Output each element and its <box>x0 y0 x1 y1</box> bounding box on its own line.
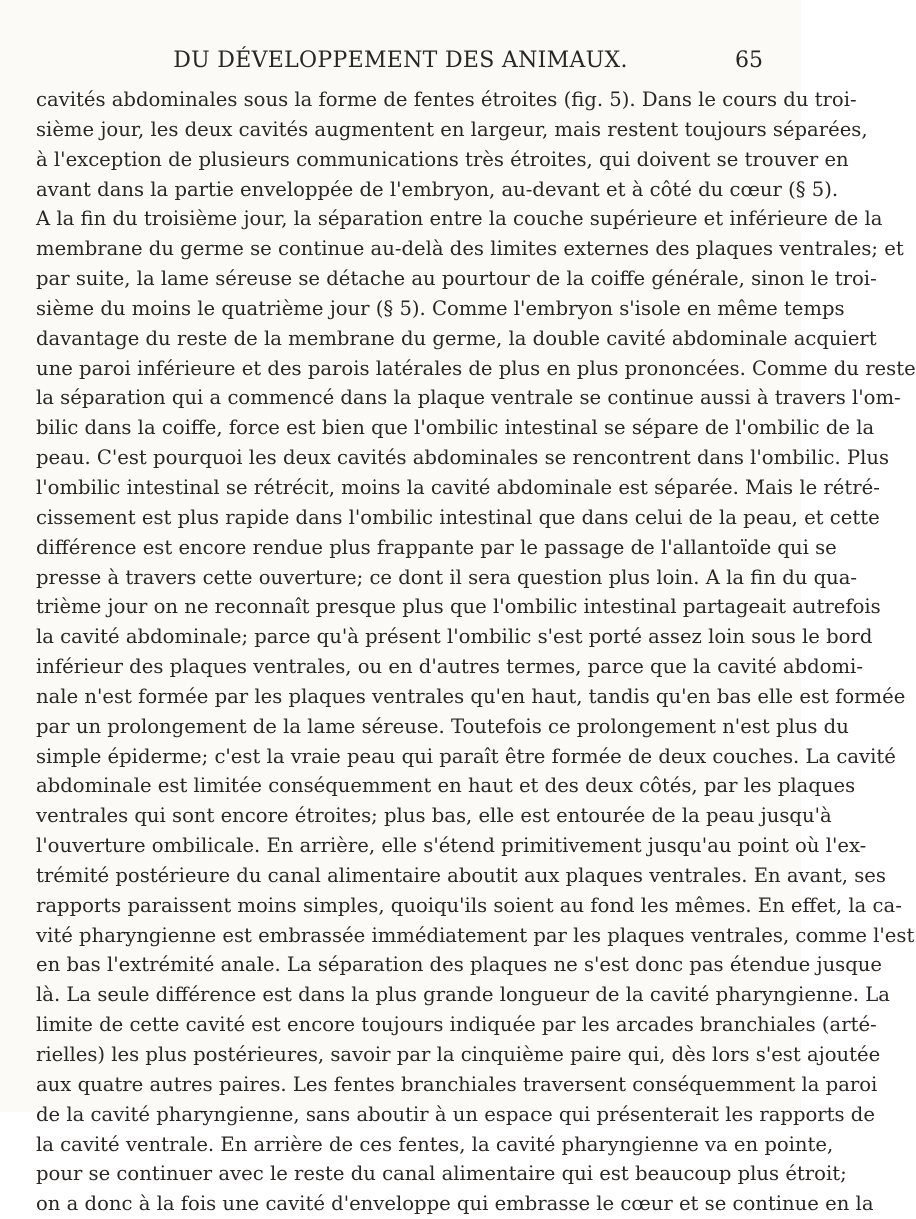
text-line: la cavité ventrale. En arrière de ces fentes, la cavité pharyngienne va en pointe, <box>36 1132 834 1156</box>
text-line: nale n'est formée par les plaques ventrales qu'en haut, tandis qu'en bas elle est formée <box>36 684 906 708</box>
text-line: peau. C'est pourquoi les deux cavités abdominales se rencontrent dans l'ombilic. Plus <box>36 446 890 470</box>
text-line: simple épiderme; c'est la vraie peau qui paraît être formée de deux couches. La cavité <box>36 744 896 768</box>
text-line: inférieur des plaques ventrales, ou en d'autres termes, parce que la cavité abdomi- <box>36 655 863 679</box>
text-line: membrane du germe se continue au-delà des limites externes des plaques ventrales; et <box>36 237 904 261</box>
text-line: avant dans la partie enveloppée de l'embryon, au-devant et à côté du cœur (§ 5). <box>36 177 839 201</box>
page-header <box>0 48 801 84</box>
text-line: l'ombilic intestinal se rétrécit, moins la cavité abdominale est séparée. Mais le rétré- <box>36 475 880 499</box>
text-line: sième du moins le quatrième jour (§ 5). Comme l'embryon s'isole en même temps <box>36 296 845 320</box>
text-line: en bas l'extrémité anale. La séparation des plaques ne s'est donc pas étendue jusque <box>36 953 882 977</box>
text-line: sième jour, les deux cavités augmentent en largeur, mais restent toujours séparées, <box>36 117 868 141</box>
text-line: cavités abdominales sous la forme de fentes étroites (fig. 5). Dans le cours du troi- <box>36 88 857 111</box>
page-number: 65 <box>735 48 763 73</box>
text-line: rielles) les plus postérieures, savoir par la cinquième paire qui, dès lors s'est ajoutée <box>36 1043 881 1066</box>
text-line: rapports paraissent moins simples, quoiqu'ils soient au fond les mêmes. En effet, la ca- <box>36 893 902 917</box>
text-line: vité pharyngienne est embrassée immédiatement par les plaques ventrales, comme l'est <box>36 923 915 947</box>
text-line: une paroi inférieure et des parois latérales de plus en plus prononcées. Comme du reste <box>36 356 916 380</box>
text-line: abdominale est limitée conséquemment en haut et des deux côtés, par les plaques <box>36 774 856 798</box>
text-line: par un prolongement de la lame séreuse. Toutefois ce prolongement n'est plus du <box>36 714 849 738</box>
text-line: de la cavité pharyngienne, sans aboutir à un espace qui présenterait les rapports de <box>36 1102 875 1126</box>
text-line: la cavité abdominale; parce qu'à présent l'ombilic s'est porté assez loin sous le bord <box>36 625 873 649</box>
text-line: ventrales qui sont encore étroites; plus bas, elle est entourée de la peau jusqu'à <box>36 804 832 828</box>
body-text <box>36 85 916 1219</box>
text-line: cissement est plus rapide dans l'ombilic intestinal que dans celui de la peau, et cette <box>36 505 880 529</box>
text-line: davantage du reste de la membrane du germe, la double cavité abdominale acquiert <box>36 326 877 350</box>
text-line: pour se continuer avec le reste du canal alimentaire qui est beaucoup plus étroit; <box>36 1162 847 1186</box>
text-line: là. La seule différence est dans la plus grande longueur de la cavité pharyngienne. La <box>36 983 890 1007</box>
text-line: limite de cette cavité est encore toujours indiquée par les arcades branchiales (arté- <box>36 1013 877 1037</box>
text-line: presse à travers cette ouverture; ce dont il sera question plus loin. A la fin du qua- <box>36 565 858 589</box>
text-line: on a donc à la fois une cavité d'enveloppe qui embrasse le cœur et se continue en la <box>36 1192 874 1216</box>
text-line: aux quatre autres paires. Les fentes branchiales traversent conséquemment la paroi <box>36 1072 878 1096</box>
text-line: l'ouverture ombilicale. En arrière, elle s'étend primitivement jusqu'au point où l'ex- <box>36 834 867 858</box>
text-line: à l'exception de plusieurs communications très étroites, qui doivent se trouver en <box>36 147 849 171</box>
text-line: trième jour on ne reconnaît presque plus que l'ombilic intestinal partageait autrefois <box>36 595 881 619</box>
text-line: bilic dans la coiffe, force est bien que l'ombilic intestinal se sépare de l'ombilic de la <box>36 416 875 440</box>
text-line: par suite, la lame séreuse se détache au pourtour de la coiffe générale, sinon le troi- <box>36 267 877 291</box>
text-line: A la fin du troisième jour, la séparation entre la couche supérieure et inférieure de la <box>36 207 883 231</box>
text-line: différence est encore rendue plus frappante par le passage de l'allantoïde qui se <box>36 535 837 559</box>
text-line: la séparation qui a commencé dans la plaque ventrale se continue aussi à travers l'om- <box>36 386 901 410</box>
running-title: DU DÉVELOPPEMENT DES ANIMAUX. <box>173 48 628 73</box>
text-line: trémité postérieure du canal alimentaire aboutit aux plaques ventrales. En avant, ses <box>36 863 886 887</box>
